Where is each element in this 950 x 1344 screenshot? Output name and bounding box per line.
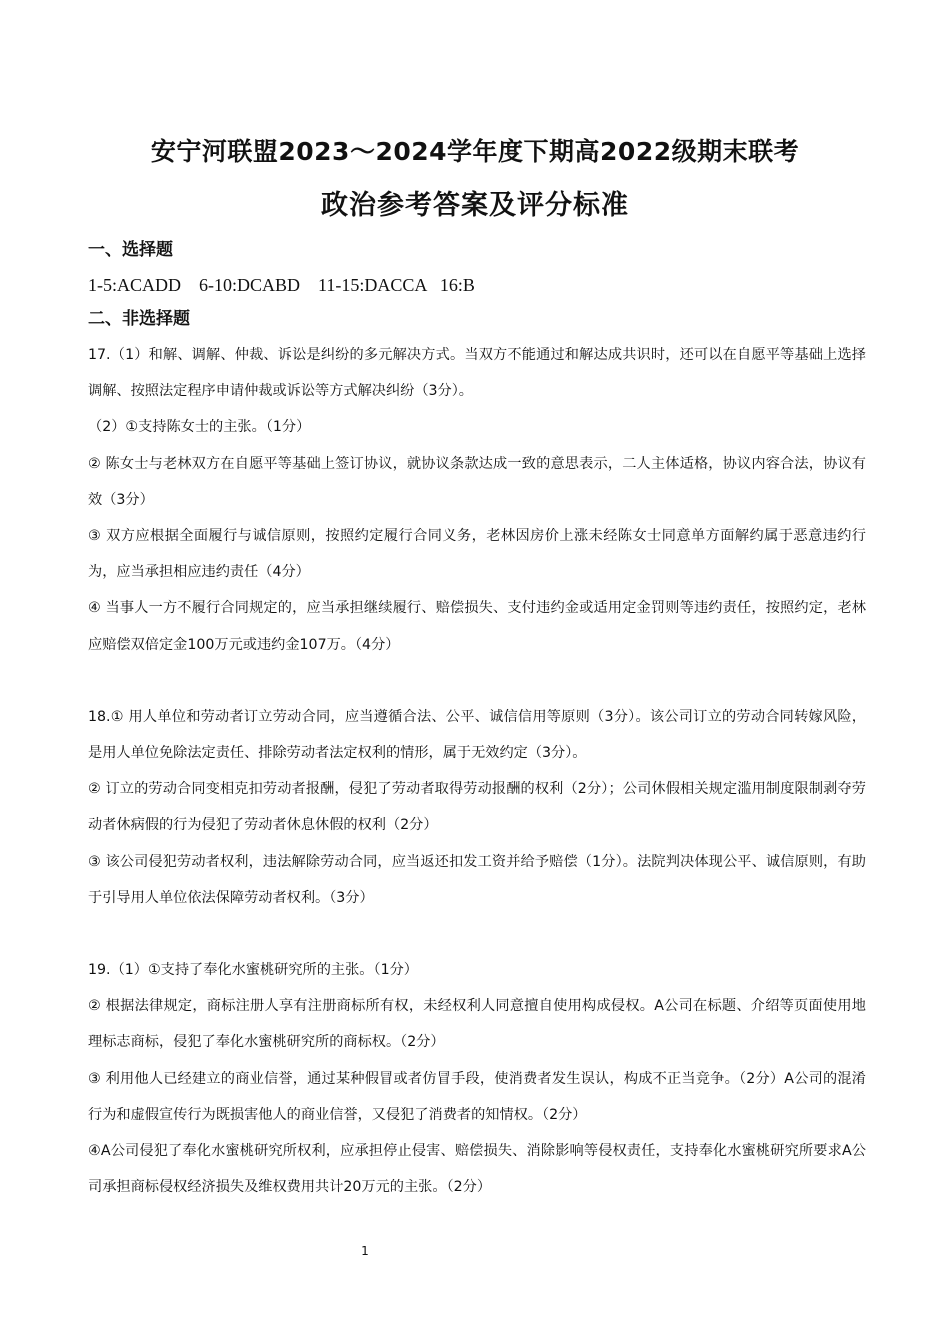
q17-point3: ③ 双方应根据全面履行与诚信原则，按照约定履行合同义务，老林因房价上涨未经陈女士同意单方面解约属于恶意违约行为，应当承担相应违约责任（4分） [88, 528, 866, 581]
section-heading-nonchoice: 二、非选择题 [88, 309, 190, 329]
q19-stance: 19.（1）①支持了奉化水蜜桃研究所的主张。（1分） [88, 962, 418, 979]
q17-point4: ④ 当事人一方不履行合同规定的，应当承担继续履行、赔偿损失、支付违约金或适用定金罚则等违约责任，按照约定，老林应赔偿双倍定金100万元或违约金107万。（4分） [88, 600, 866, 653]
question-19 [88, 952, 866, 1205]
q18-point3: ③ 该公司侵犯劳动者权利，违法解除劳动合同，应当返还扣发工资并给予赔偿（1分）。法院判决体现公平、诚信原则，有助于引导用人单位依法保障劳动者权利。（3分） [88, 853, 866, 906]
section-heading-choice: 一、选择题 [88, 240, 173, 260]
q17-part2-stance: （2）①支持陈女士的主张。（1分） [88, 419, 311, 436]
question-18 [88, 699, 866, 916]
answer-content [88, 238, 866, 1205]
spacer [88, 916, 866, 952]
page-number: 1 [361, 1244, 369, 1258]
document-subtitle: 政治参考答案及评分标准 [321, 190, 629, 221]
q18-point2: ② 订立的劳动合同变相克扣劳动者报酬，侵犯了劳动者取得劳动报酬的权利（2分）；公司休假相关规定滥用制度限制剥夺劳动者休病假的行为侵犯了劳动者休息休假的权利（2分） [88, 781, 866, 834]
q19-point2: ② 根据法律规定，商标注册人享有注册商标所有权，未经权利人同意擅自使用构成侵权。A公司在标题、介绍等页面使用地理标志商标，侵犯了奉化水蜜桃研究所的商标权。（2分） [88, 998, 866, 1051]
q19-point3: ③ 利用他人已经建立的商业信誉，通过某种假冒或者仿冒手段，使消费者发生误认，构成不正当竞争。（2分）A公司的混淆行为和虚假宣传行为既损害他人的商业信誉，又侵犯了消费者的知情权。（2分） [88, 1070, 866, 1123]
choice-answers: 1-5:ACADD 6-10:DCABD 11-15:DACCA 16:B [88, 275, 475, 295]
q17-point2: ② 陈女士与老林双方在自愿平等基础上签订协议，就协议条款达成一致的意思表示，二人主体适格，协议内容合法，协议有效（3分） [88, 455, 866, 508]
question-17 [88, 337, 866, 663]
document-title: 安宁河联盟2023～2024学年度下期高2022级期末联考 [150, 137, 800, 166]
q19-point4: ④A公司侵犯了奉化水蜜桃研究所权利，应承担停止侵害、赔偿损失、消除影响等侵权责任，支持奉化水蜜桃研究所要求A公司承担商标侵权经济损失及维权费用共计20万元的主张。（2分） [88, 1143, 866, 1196]
spacer [88, 663, 866, 699]
q18-point1: 18.① 用人单位和劳动者订立劳动合同，应当遵循合法、公平、诚信信用等原则（3分）。该公司订立的劳动合同转嫁风险，是用人单位免除法定责任、排除劳动者法定权利的情形，属于无效约定（3分）。 [88, 708, 866, 762]
q17-part1: 17.（1）和解、调解、仲裁、诉讼是纠纷的多元解决方式。当双方不能通过和解达成共识时，还可以在自愿平等基础上选择调解、按照法定程序申请仲裁或诉讼等方式解决纠纷（3分）。 [88, 347, 866, 400]
